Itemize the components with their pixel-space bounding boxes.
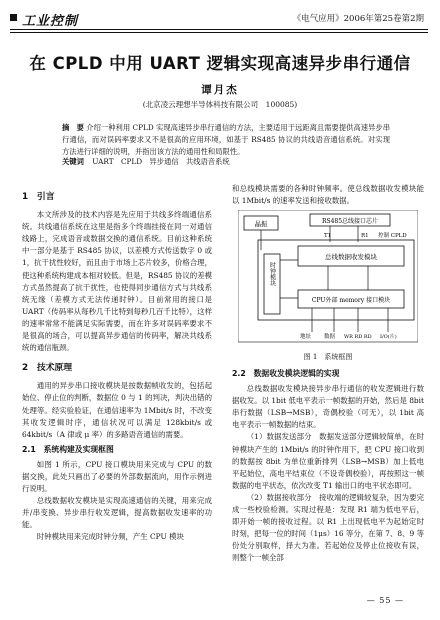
journal-info: 《电气应用》2006年第25卷第2期 xyxy=(292,14,424,24)
paragraph: 和总线模块需要的各种时钟频率。使总线数据收发模块能以 1Mbit/s 的速率发送和接收数据。 xyxy=(232,184,424,206)
section-heading-principle: 2 技术原理 xyxy=(22,363,73,374)
abstract xyxy=(62,122,390,158)
r1-label: R1 xyxy=(361,233,369,239)
section-heading-intro: 1 引言 xyxy=(22,192,55,202)
page-number: — 55 — xyxy=(366,596,404,605)
paragraph: 总线数据收发模块是实现高速通信的关键，用来完成并/串变换、异步串行收发逻辑，提高数据收发速率的功能。 xyxy=(22,496,212,530)
affiliation: (北京凌云理想半导体科技有限公司 100085) xyxy=(142,100,298,109)
header-rule-thin xyxy=(10,32,428,33)
ctrl-signal-label: WR RD RD xyxy=(344,334,372,340)
keywords-label: 关键词 xyxy=(62,157,84,166)
paragraph: 时钟模块用来完成时钟分频，产生 CPU 模块 xyxy=(36,532,184,542)
abstract-text: 介绍一种利用 CPLD 实现高速异步串行通信的方法，主要适用于远距离且需要提供高速异步串行通信，而对误码率要求又不是很高的应用环境，如基于 RS485 协议的共线语音通信系统。对实现方法进行详细的说明，并指出该方法的通用性和局限性。 xyxy=(62,123,390,156)
paragraph: 如图 1 所示，CPU 接口模块用来完成与 CPU 的数据交换，此处只画出了必要的外部数据流向，用作示例进行说明。 xyxy=(22,459,212,494)
keywords xyxy=(62,157,390,167)
left-column xyxy=(22,183,212,544)
author: 谭月杰 xyxy=(201,84,239,96)
io-label: I/O(片) xyxy=(380,334,397,340)
subsection-heading-system: 2.1 系统构建及实现框图 xyxy=(22,444,114,454)
right-column-top xyxy=(232,183,424,207)
cpld-label: 控制 CPLD xyxy=(378,233,407,239)
subsection-heading-transceiver: 2.2 数据收发模块逻辑的实现 xyxy=(232,369,340,378)
paper-title: 在 CPLD 中用 UART 逻辑实现高速异步串行通信 xyxy=(29,54,411,73)
figure-caption: 图 1 系统框图 xyxy=(303,353,353,361)
paragraph: （1）数据发送部分 数据发送部分逻辑较简单，在时钟模块产生的 1Mbit/s 的时钟作用下，把 CPU 接口收到的数据按 8bit 为单位重新排列（LSB→MSB）加上低电平起始位，高电平结束位（不设奇偶校验），再按照这一帧数据的电平状态，依次改变 T1 输出口的电平状态即可。 xyxy=(232,432,424,490)
addr-label: 地址 xyxy=(300,334,312,340)
paragraph: 通用的异步串口接收模块是按数据帧收发的，包括起始位、停止位的判断，数据位 0 与 1 的判决，判决出错的处理等。经实验验证，在通信速率为 1Mbit/s 时，不改变其收发逻辑时序，通信状况可以满足 128kbit/s 或 64kbit/s（A 律或 μ 率）的多路语音通信的需要。 xyxy=(22,381,212,439)
system-block-diagram xyxy=(238,210,418,350)
bus-module-label: 总线数据收发模块 xyxy=(325,253,377,261)
cpu-module-label: CPU外部 memory 接口模块 xyxy=(311,297,391,304)
t1-label: T1 xyxy=(324,233,332,239)
paragraph: 总线数据收发模块接异步串行通信的收发逻辑进行数据收发。以 1bit 低电平表示一帧数据的开始，然后是 8bit 串行数据（LSB→MSB），奇偶校验（可无），以 1bit 高电平表示一帧数据的结束。 xyxy=(232,384,424,430)
header-rule xyxy=(10,29,428,30)
abstract-label: 摘 要 xyxy=(62,123,84,132)
rs485-chip-label: RS485总线接口芯片 xyxy=(321,218,379,225)
section-marker-icon xyxy=(10,14,17,21)
oscillator-label: 晶振 xyxy=(254,220,268,228)
keywords-text: UART CPLD 异步通信 共线语音系统 xyxy=(92,157,230,166)
section-label: 工业控制 xyxy=(22,14,79,29)
paragraph: （2）数据接收部分 接收端的逻辑较复杂，因为要完成一些校验检测。实现过程是：发现 R1 端为低电平后，即开始一帧的接收过程。以 R1 上出现低电平为起始定时时刻，把每一位的时间（1μs）16 等分，在第 7、8、9 等份处分别取样，择大为准。若起始位及停止位接收有误，则整个一帧全部 xyxy=(232,492,424,563)
right-column-bottom xyxy=(232,365,424,565)
data-label: 数据 xyxy=(324,334,336,340)
paragraph: 本文所涉及的技术内容是先应用于共线多终端通信系统。共线通信系统在这里是指多个终端挂接在同一对通信线路上，完成语音或数据交换的通信系统。目前这种系统中一部分是基于 RS485 协议，以差模方式传送数字 0 或 1，抗干扰性较好，而且由于市场上芯片较多，价格合理，使这种系统构建成本相对较低。但是，RS485 协议的差模方式虽然提高了抗干扰性，也使得同步通信方式与共线系统无缘（差模方式无法传递时钟）。目前常用的接口是 UART（传码率从每秒几千比特到每秒几百千比特），这样的速率常常不能满足实际需要，而在许多对误码率要求不是很高的场合，可以提高异步通信的传码率，解决共线系统的通信瓶颈。 xyxy=(22,210,212,353)
clock-module-label: 时钟模块 xyxy=(268,262,276,286)
